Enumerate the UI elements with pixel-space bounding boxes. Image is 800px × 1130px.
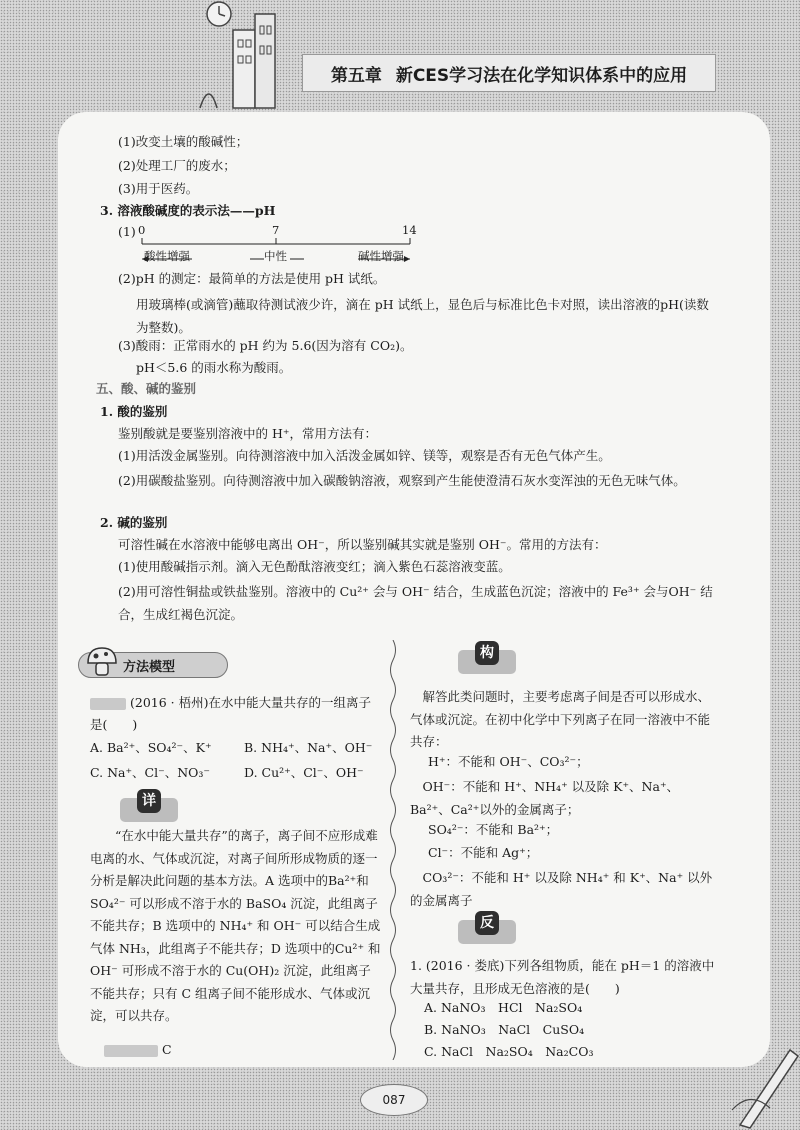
ph-acid-label: 酸性增强: [144, 249, 190, 263]
gou-rule: SO₄²⁻：不能和 Ba²⁺；: [428, 822, 559, 837]
acid-intro: 鉴别酸就是要鉴别溶液中的 H⁺，常用方法有：: [118, 426, 377, 441]
building-doodle-icon: [195, 0, 285, 110]
ph-item2-detail: 用玻璃棒(或滴管)蘸取待测试液少许，滴在 pH 试纸上，显色后与标准比色卡对照，读出溶液的pH(读数为整数)。: [136, 297, 709, 335]
page-number: 087: [360, 1084, 428, 1116]
gou-rule: H⁺：不能和 OH⁻、CO₃²⁻；: [428, 754, 589, 769]
gou-rule: Cl⁻：不能和 Ag⁺；: [428, 845, 539, 860]
chapter-title: 新CES学习法在化学知识体系中的应用: [395, 65, 688, 86]
ph-item1-prefix: (1): [118, 224, 136, 239]
ph-item3-detail: pH＜5.6 的雨水称为酸雨。: [136, 360, 292, 375]
mushroom-icon: [85, 645, 119, 679]
fan-option-a: A. NaNO₃ HCl Na₂SO₄: [424, 1000, 583, 1015]
chapter-number: 第五章: [330, 65, 382, 86]
pencil-doodle-icon: [730, 1030, 800, 1130]
fan-badge: [458, 915, 516, 944]
example-tag: [90, 698, 126, 710]
ph-neutral-label: 中性: [264, 249, 287, 263]
base-method-1: (1)使用酸碱指示剂。滴入无色酚酞溶液变红；滴入紫色石蕊溶液变蓝。: [118, 559, 511, 574]
chapter-header: [302, 54, 716, 92]
example-option-c: C. Na⁺、Cl⁻、NO₃⁻: [90, 765, 211, 780]
fan-option-b: B. NaNO₃ NaCl CuSO₄: [424, 1022, 585, 1037]
ph-heading: 3. 溶液酸碱度的表示法——pH: [100, 203, 276, 218]
acid-method-1: (1)用活泼金属鉴别。向待测溶液中加入活泼金属如锌、镁等，观察是否有无色气体产生。: [118, 448, 611, 463]
example-explanation: “在水中能大量共存”的离子，离子间不应形成难电离的水、气体或沉淀，对离子间所形成物质的逐一分析是解决此问题的基本方法。A 选项中的Ba²⁺和 SO₄²⁻ 可以形成不溶于水的 BaSO₄ 沉淀，此组离子不能共存；B 选项中的 NH₄⁺ 和 OH⁻ 可以结合生成气体 NH₃，此组离子不能共存；D 选项中的Cu²⁺ 和 OH⁻ 可形成不溶于水的 Cu(OH)₂ 沉淀，此组离子不能共存；只有 C 组离子间不能形成水、气体或沉淀，可以共存。: [90, 828, 381, 1023]
answer-tag: [104, 1045, 158, 1057]
example-option-b: B. NH₄⁺、Na⁺、OH⁻: [244, 740, 373, 755]
section-five-heading: 五、酸、碱的鉴别: [96, 381, 197, 396]
fan-question: 1. (2016 · 娄底)下列各组物质，能在 pH＝1 的溶液中大量共存，且形成无色溶液的是( ): [410, 958, 715, 996]
gou-badge: [458, 645, 516, 674]
gou-badge-char: 构: [475, 641, 499, 665]
base-method-2: (2)用可溶性铜盐或铁盐鉴别。溶液中的 Cu²⁺ 会与 OH⁻ 结合，生成蓝色沉淀；溶液中的 Fe³⁺ 会与OH⁻ 结合，生成红褐色沉淀。: [118, 584, 713, 622]
xiang-badge-char: 详: [137, 789, 161, 813]
ph-min-label: 0: [138, 223, 146, 237]
example-question: [90, 692, 380, 736]
gou-intro: 解答此类问题时，主要考虑离子间是否可以形成水、气体或沉淀。在初中化学中下列离子在同一溶液中不能共存：: [410, 689, 711, 749]
example-question-text: (2016 · 梧州)在水中能大量共存的一组离子是( ): [90, 695, 371, 732]
example-option-d: D. Cu²⁺、Cl⁻、OH⁻: [244, 765, 364, 780]
ph-item2: (2)pH 的测定：最简单的方法是使用 pH 试纸。: [118, 271, 386, 286]
gou-rule: OH⁻：不能和 H⁺、NH₄⁺ 以及除 K⁺、Na⁺、Ba²⁺、Ca²⁺以外的金属离子；: [410, 779, 680, 817]
base-intro: 可溶性碱在水溶液中能够电离出 OH⁻，所以鉴别碱其实就是鉴别 OH⁻。常用的方法有：: [118, 537, 607, 552]
fan-badge-char: 反: [475, 911, 499, 935]
example-answer-value: C: [161, 1042, 172, 1057]
method-model-title: 方法模型: [123, 659, 176, 675]
acid-heading: 1. 酸的鉴别: [100, 404, 168, 419]
use-item: (2)处理工厂的废水；: [118, 158, 236, 173]
ph-scale: [138, 223, 420, 268]
base-heading: 2. 碱的鉴别: [100, 515, 168, 530]
ph-base-label: 碱性增强: [358, 249, 404, 263]
acid-method-2: (2)用碳酸盐鉴别。向待测溶液中加入碳酸钠溶液，观察到产生能使澄清石灰水变浑浊的无色无味气体。: [118, 473, 686, 488]
ph-max-label: 14: [402, 223, 417, 237]
use-item: (3)用于医药。: [118, 181, 199, 196]
method-model-banner: [78, 652, 228, 678]
ph-item3: (3)酸雨：正常雨水的 pH 约为 5.6(因为溶有 CO₂)。: [118, 338, 413, 353]
ph-mid-label: 7: [272, 223, 280, 237]
example-answer: [104, 1042, 172, 1058]
use-item: (1)改变土壤的酸碱性；: [118, 134, 249, 149]
fan-option-c: C. NaCl Na₂SO₄ Na₂CO₃: [424, 1044, 594, 1059]
column-divider: [387, 640, 399, 1060]
xiang-badge: [120, 793, 178, 822]
gou-rule: CO₃²⁻：不能和 H⁺ 以及除 NH₄⁺ 和 K⁺、Na⁺ 以外的金属离子: [410, 870, 713, 908]
example-option-a: A. Ba²⁺、SO₄²⁻、K⁺: [90, 740, 212, 755]
